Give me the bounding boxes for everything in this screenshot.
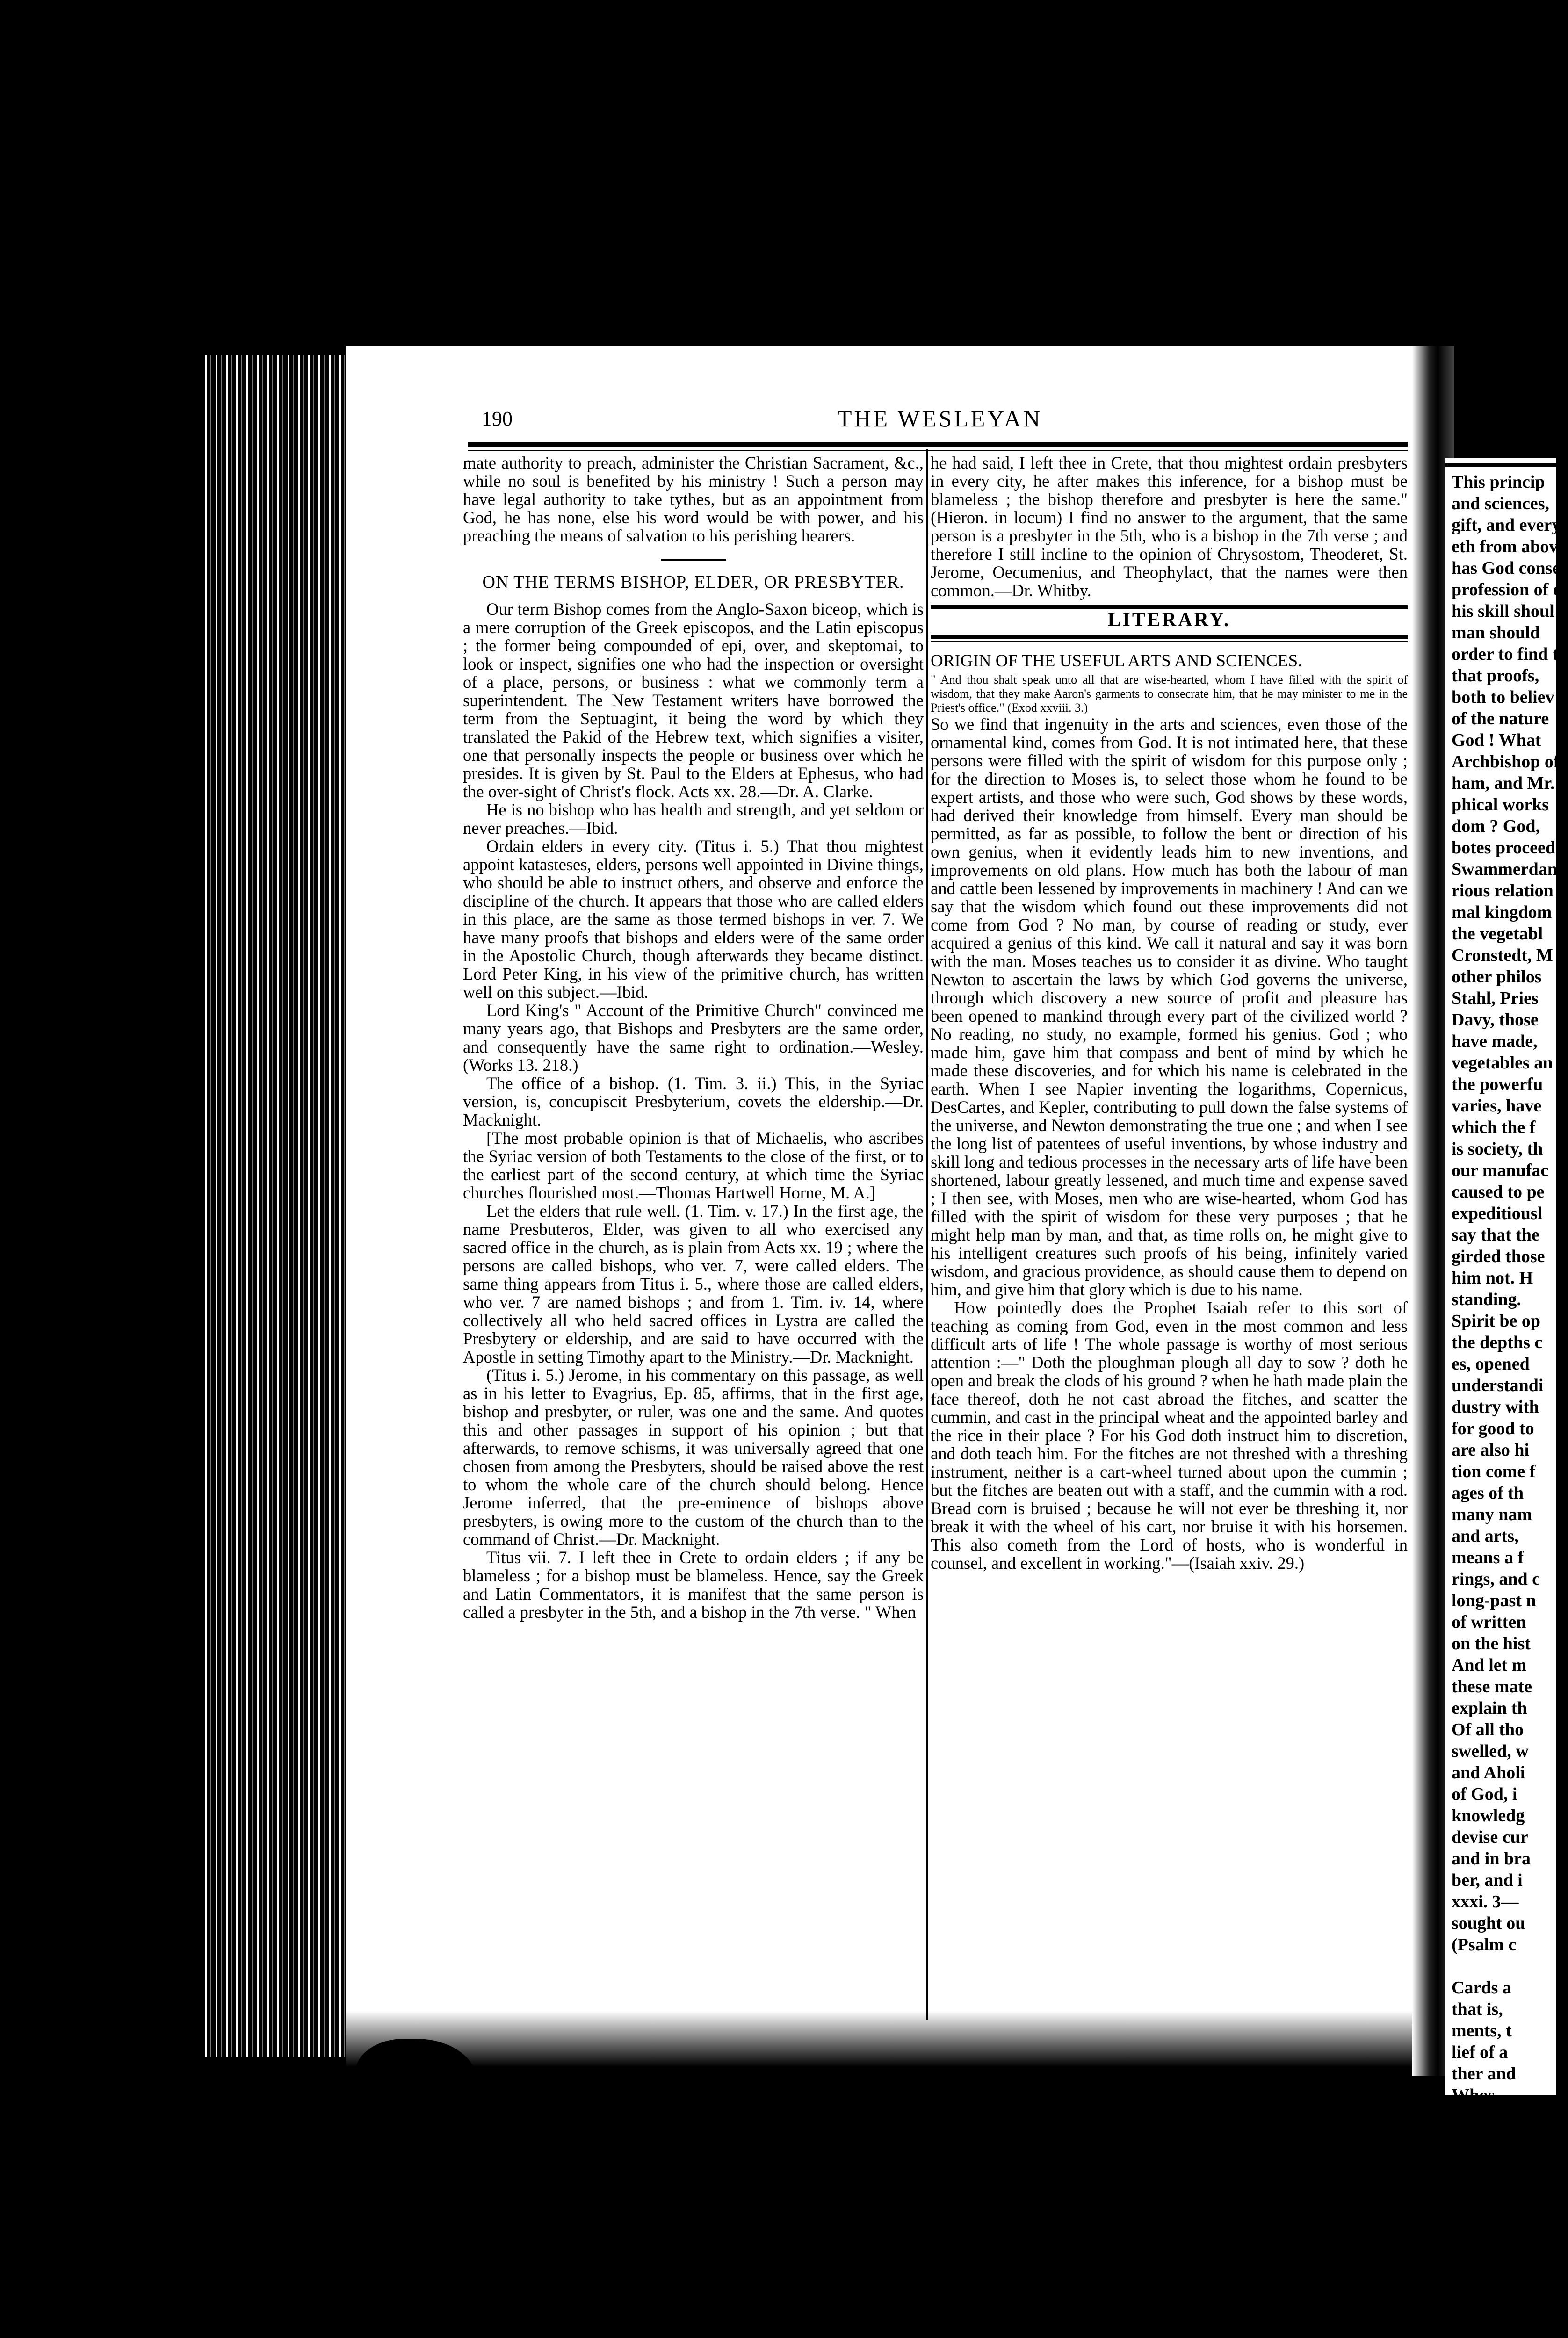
facing-page-line: order to find th: [1452, 644, 1568, 664]
facing-page-line: Swammerdan: [1452, 859, 1557, 879]
header-rule-thin: [468, 450, 1408, 451]
facing-page-line: are also hi: [1452, 1440, 1530, 1460]
right-column: [931, 454, 1408, 1572]
facing-page-line: botes proceed: [1452, 838, 1555, 858]
facing-page-line: [1452, 1956, 1556, 1977]
facing-page-line: his skill shoul: [1452, 601, 1554, 621]
facing-page-line: dustry with: [1452, 1397, 1539, 1417]
left-column: [463, 454, 924, 1621]
facing-page-line: sought ou: [1452, 1913, 1525, 1933]
page-number: 190: [482, 407, 513, 430]
facing-page-line: phical works: [1452, 795, 1549, 815]
facing-page-line: that is,: [1452, 1999, 1503, 2019]
paragraph: He is no bishop who has health and strength, and yet seldom or never preaches.—Ibid.: [463, 800, 924, 837]
facing-page-line: the powerfu: [1452, 1075, 1543, 1094]
page-bottom-shadow: [346, 2011, 1440, 2067]
paragraph: Our term Bishop comes from the Anglo-Saxon biceop, which is a mere corruption of the Greek episcopos, and the Latin episcopus ; the former being compounded of epi, over, and skeptomai, to look or inspect, signifies one who had the inspection or oversight of a place, persons, or business : what we commonly term a superintendent. The New Testament writers have borrowed the term from the Septuagint, it being the word by which they translated the Pakid of the Hebrew text, which signifies a visiter, one that personally inspects the people or business over which he presides. It is given by St. Paul to the Elders at Ephesus, who had the over-sight of Christ's flock. Acts xx. 28.—Dr. A. Clarke.: [463, 599, 924, 801]
facing-page-line: (Psalm c: [1452, 1935, 1517, 1955]
facing-page-line: man should: [1452, 623, 1540, 642]
facing-page-line: him not. H: [1452, 1268, 1533, 1288]
paragraph: So we find that ingenuity in the arts and sciences, even those of the ornamental kind, comes from God. It is not intimated here, that these persons were filled with the spirit of wisdom for this purpose only ; for the direction to Moses is, to select those whom he found to be expert artists, and those who were such, God shows by these words, had derived their knowledge from himself. Every man should be permitted, as far as possible, to follow the bent or direction of his own genius, when it evidently leads him to new inventions, and improvements on old plans. How much has both the labour of man and cattle been lessened by improvements in machinery ! And can we say that the wisdom which found out these improvements did not come from God ? No man, by course of reading or study, ever acquired a genius of this kind. We call it natural and say it was born with the man. Moses teaches us to consider it as divine. Who taught Newton to ascertain the laws by which God governs the universe, through which discovery a new source of profit and pleasure has been opened to mankind through every part of the civilized world ? No reading, no study, no example, formed his genius. God ; who made him, gave him that compass and bent of mind by which he made these discoveries, and for which his name is celebrated in the earth. When I see Napier inventing the logarithms, Copernicus, DesCartes, and Kepler, contributing to pull down the false systems of the universe, and Newton demonstrating the true one ; and when I see the long list of patentees of useful inventions, by whose industry and skill long and tedious processes in the necessary arts of life have been shortened, labour greatly lessened, and much time and expense saved ; I then see, with Moses, men who are wise-hearted, whom God has filled with the spirit of wisdom for these very purposes ; that he might help man by man, and that, as time rolls on, he might give to his intelligent creatures such proofs of his being, infinitely varied wisdom, and gracious providence, as should cause them to depend on him, and give him that glory which is due to his name.: [931, 714, 1408, 1299]
literary-rule-top: [931, 605, 1408, 609]
facing-page-line: And let m: [1452, 1655, 1527, 1675]
facing-page-line: have made,: [1452, 1032, 1538, 1051]
facing-page-line: ham, and Mr.: [1452, 773, 1555, 793]
facing-page-line: explain th: [1452, 1698, 1527, 1718]
literary-heading: LITERARY.: [1107, 609, 1231, 631]
facing-page-line: means a f: [1452, 1548, 1524, 1567]
facing-page-line: Davy, those: [1452, 1010, 1539, 1030]
facing-page-line: swelled, w: [1452, 1741, 1529, 1761]
facing-page-line: say that the: [1452, 1225, 1539, 1245]
section-title: ON THE TERMS BISHOP, ELDER, OR PRESBYTER.: [482, 572, 904, 592]
book-page-edges: [201, 355, 351, 2057]
facing-page-line: Stahl, Pries: [1452, 989, 1539, 1008]
facing-page-line: Cronstedt, M: [1452, 945, 1553, 965]
facing-page-line: devise cur: [1452, 1827, 1528, 1847]
paragraph: The office of a bishop. (1. Tim. 3. ii.) This, in the Syriac version, is, concupiscit Presbyterium, covets the eldership.—Dr. Macknight.: [463, 1074, 924, 1129]
facing-page-line: has God conse: [1452, 558, 1561, 578]
scan-thumb-shadow: [355, 2039, 477, 2123]
facing-page-line: these mate: [1452, 1677, 1532, 1696]
facing-page-line: is society, th: [1452, 1139, 1543, 1159]
facing-page-line: many nam: [1452, 1505, 1532, 1524]
facing-page-line: rings, and c: [1452, 1569, 1540, 1589]
facing-page-line: which the f: [1452, 1118, 1536, 1137]
facing-page-line: Cards a: [1452, 1978, 1511, 1998]
literary-rule-bottom: [931, 635, 1408, 639]
intro-paragraph: mate authority to preach, administer the Christian Sacrament, &c., while no soul is benefited by his ministry ! Such a person may have legal authority to take tythes, but as an appointment from God, he has none, else his word would be with power, and his preaching the means of salvation to his perishing hearers.: [463, 453, 924, 545]
facing-page-line: caused to pe: [1452, 1182, 1545, 1202]
page-header: [468, 402, 1412, 440]
facing-page-line: rious relation: [1452, 881, 1554, 901]
facing-page-line: ages of th: [1452, 1483, 1524, 1503]
facing-page-line: Spirit be op: [1452, 1311, 1541, 1331]
facing-page-line: vegetables an: [1452, 1053, 1553, 1073]
facing-page-line: ther and: [1452, 2064, 1516, 2084]
facing-page-line: that proofs,: [1452, 666, 1539, 686]
facing-page-line: and in bra: [1452, 1849, 1531, 1869]
facing-page-line: long-past n: [1452, 1591, 1536, 1610]
section-separator: [661, 559, 726, 561]
facing-page-line: ments, t: [1452, 2021, 1512, 2041]
facing-page-line: other philos: [1452, 967, 1542, 987]
facing-page-line: God ! What: [1452, 730, 1541, 750]
paragraph: Let the elders that rule well. (1. Tim. v. 17.) In the first age, the name Presbuteros, Elder, was given to all who exercised any sacred office in the church, as is plain from Acts xx. 19 ; where the persons are called bishops, who ver. 7, were called elders. The same thing appears from Titus i. 5., where those are called elders, who ver. 7 are named bishops ; and from 1. Tim. iv. 14, where collectively all who held sacred offices in Lystra are called the Presbytery or eldership, and are said to have occurred with the Apostle in setting Timothy apart to the Ministry.—Dr. Macknight.: [463, 1201, 924, 1366]
facing-page-line: and Aholi: [1452, 1763, 1525, 1782]
facing-page-line: dom ? God,: [1452, 816, 1540, 836]
facing-page-line: Whos: [1452, 2085, 1495, 2105]
paragraph: Ordain elders in every city. (Titus i. 5.) That thou mightest appoint katasteses, elders, persons well appointed in Divine things, who should be able to instruct others, and observe and enforce the discipline of the church. It appears that those who are called elders in this place, are the same as those termed bishops in ver. 7. We have many proofs that bishops and elders were of the same order in the Apostolic Church, though afterwards they became distinct. Lord Peter King, in his view of the primitive church, has written well on this subject.—Ibid.: [463, 837, 924, 1002]
continuation-paragraph: he had said, I left thee in Crete, that thou mightest ordain presbyters in every city, he after makes this inference, for a bishop must be blameless ; the bishop therefore and presbyter is here the same." (Hieron. in locum) I find no answer to the argument, that the same person is a presbyter in the 5th, who is a bishop in the 7th verse ; and therefore I still incline to the opinion of Chrysostom, Theoderet, St. Jerome, Oecumenius, and Theophylact, that the names were then common.—Dr. Whitby.: [931, 453, 1408, 600]
running-title: THE WESLEYAN: [837, 405, 1043, 432]
facing-page-line: mal kingdom: [1452, 902, 1552, 922]
paragraph: (Titus i. 5.) Jerome, in his commentary on this passage, as well as in his letter to Evagrius, Ep. 85, affirms, that in the first age, bishop and presbyter, or ruler, was one and the same. And quotes this and other passages in support of his opinion ; but that afterwards, to remove schisms, it was universally agreed that one chosen from among the Presbyters, should be raised above the rest to whom the whole care of the church should belong. Hence Jerome inferred, that the pre-eminence of bishops above presbyters, is owing more to the custom of the church than to the command of Christ.—Dr. Macknight.: [463, 1365, 924, 1549]
facing-page-line: Archbishop of: [1452, 752, 1560, 772]
facing-page-line: for good to: [1452, 1419, 1534, 1438]
facing-page-line: of the nature: [1452, 709, 1549, 729]
facing-page-line: ye have c: [1452, 2107, 1521, 2127]
paragraph: Lord King's " Account of the Primitive Church" convinced me many years ago, that Bishops and Presbyters are the same order, and consequently have the same right to ordination.—Wesley. (Works 13. 218.): [463, 1001, 924, 1075]
paragraph: [The most probable opinion is that of Michaelis, who ascribes the Syriac version of both Testaments to the close of the first, or to the earliest part of the second century, at which time the Syriac churches flourished most.—Thomas Hartwell Horne, M. A.]: [463, 1128, 924, 1202]
article-title: ORIGIN OF THE USEFUL ARTS AND SCIENCES.: [931, 651, 1302, 671]
facing-page-line: and arts,: [1452, 1526, 1519, 1546]
facing-page-line: the depths c: [1452, 1333, 1543, 1352]
facing-page-line: standing.: [1452, 1290, 1521, 1309]
facing-page-line: of written: [1452, 1612, 1526, 1632]
facing-page-rule: [1445, 463, 1556, 467]
facing-page-line: lief of a: [1452, 2042, 1508, 2062]
facing-page: [1445, 458, 1568, 2127]
facing-page-line: gift, and every: [1452, 515, 1561, 535]
facing-page-line: our manufac: [1452, 1161, 1549, 1180]
epigraph: " And thou shalt speak unto all that are wise-hearted, whom I have filled with the spirit of wisdom, that they make Aaron's garments to consecrate him, that he may minister to me in the Priest's office." (Exod xxviii. 3.): [931, 673, 1408, 714]
facing-page-line: knowledg: [1452, 1806, 1525, 1826]
facing-page-line: This princip: [1452, 472, 1545, 492]
facing-page-line: expeditiousl: [1452, 1204, 1543, 1223]
header-rule: [468, 442, 1408, 447]
facing-page-line: on the hist: [1452, 1634, 1531, 1653]
facing-page-line: ber, and i: [1452, 1870, 1523, 1890]
facing-page-line: understandi: [1452, 1376, 1544, 1395]
facing-page-line: both to believ: [1452, 687, 1554, 707]
facing-page-line: tion come f: [1452, 1462, 1536, 1481]
facing-page-line: profession of e: [1452, 580, 1561, 599]
facing-page-line: girded those: [1452, 1247, 1545, 1266]
facing-page-line: xxxi. 3—: [1452, 1892, 1519, 1912]
paragraph: How pointedly does the Prophet Isaiah refer to this sort of teaching as coming from God, even in the most common and less difficult arts of life ! The whole passage is worthy of most serious attention :—" Doth the ploughman plough all day to sow ? doth he open and break the clods of his ground ? when he hath made plain the face thereof, doth he not cast abroad the fitches, and scatter the cummin, and cast in the principal wheat and the appointed barley and the rice in their place ? For his God doth instruct him to discretion, and doth teach him. For the fitches are not threshed with a threshing instrument, neither is a cart-wheel turned about upon the cummin ; but the fitches are beaten out with a staff, and the cummin with a rod. Bread corn is bruised ; because he will not ever be threshing it, nor break it with the wheel of his cart, nor bruise it with his horsemen. This also cometh from the Lord of hosts, who is wonderful in counsel, and excellent in working."—(Isaiah xxiv. 29.): [931, 1298, 1408, 1573]
literary-rule-thin: [931, 641, 1408, 642]
paragraph: Titus vii. 7. I left thee in Crete to ordain elders ; if any be blameless ; for a bishop must be blameless. Hence, say the Greek and Latin Commentators, it is manifest that the same person is called a presbyter in the 5th, and a bishop in the 7th verse. " When: [463, 1548, 924, 1622]
facing-page-line: varies, have: [1452, 1096, 1542, 1116]
facing-page-line: and sciences,: [1452, 494, 1549, 513]
facing-page-line: Of all tho: [1452, 1720, 1524, 1739]
facing-page-line: the vegetabl: [1452, 924, 1543, 944]
facing-page-line: eth from abov: [1452, 537, 1558, 556]
column-divider: [926, 449, 928, 2020]
facing-page-line: es, opened: [1452, 1354, 1530, 1374]
facing-page-line: of God, i: [1452, 1784, 1517, 1804]
